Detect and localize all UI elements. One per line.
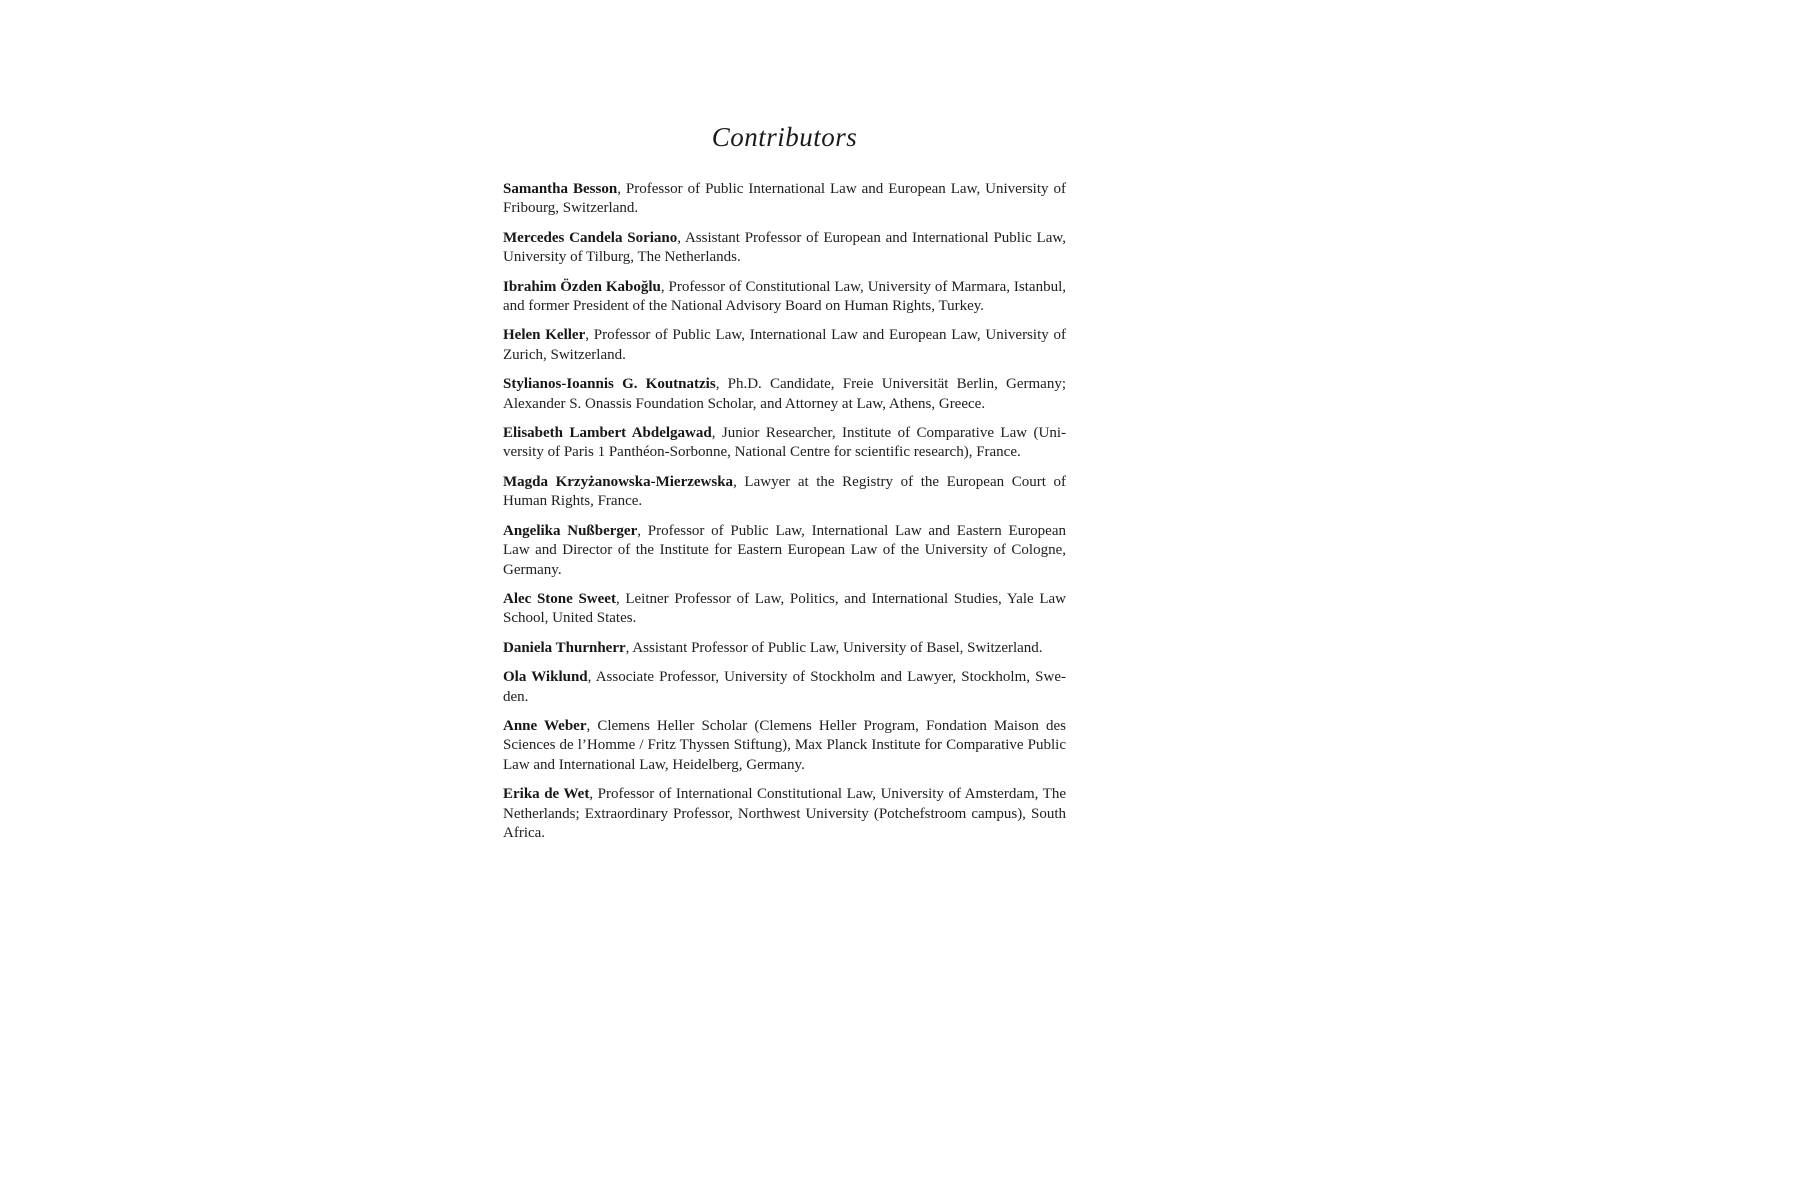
contributor-entry — [503, 668, 1066, 707]
contributor-entry — [503, 639, 1066, 658]
contributor-name: Elisabeth Lambert Abdelgawad — [503, 425, 712, 442]
contributor-list — [503, 180, 1066, 843]
contributor-description: , Clemens Heller Scholar (Clemens Heller Program, Fondation Maison des Sciences de l’Homme / Fritz Thyssen Stiftung), Max Planck Institute for Comparative Public Law and International Law, Heidelberg, Germany. — [503, 717, 1066, 773]
text-column — [503, 122, 1066, 843]
contributor-description: , Assistant Professor of European and International Public Law, University of Tilburg, The Netherlands. — [503, 229, 1066, 266]
contributor-description: , Professor of Public International Law and European Law, University of Fribourg, Switzerland. — [503, 181, 1066, 217]
contributor-description: , Professor of Public Law, International Law and European Law, University of Zurich, Switzerland. — [503, 327, 1066, 363]
contributor-description: , Ph.D. Candidate, Freie Universität Berlin, Germany; Alexander S. Onassis Foundation Scholar, and Attorney at Law, Athens, Greece. — [503, 376, 1067, 412]
contributor-name: Alec Stone Sweet — [503, 590, 616, 607]
contributor-description: , Lawyer at the Registry of the European Court of Human Rights, France. — [503, 473, 1066, 510]
contributor-entry — [503, 473, 1066, 512]
contributor-entry — [503, 375, 1066, 414]
contributor-entry — [503, 590, 1066, 629]
contributor-entry — [503, 424, 1066, 463]
contributor-name: Mercedes Candela Soriano — [503, 229, 678, 246]
contributor-description: , Junior Researcher, Institute of Comparative Law (University of Paris 1 Panthéon-Sorbonne, National Centre for scientific research), France. — [503, 425, 1066, 461]
contributor-name: Daniela Thurnherr — [503, 639, 626, 656]
contributor-name: Helen Keller — [503, 327, 586, 344]
contributor-description: , Professor of Constitutional Law, University of Marmara, Istanbul, and former President of the National Advisory Board on Human Rights, Turkey. — [503, 278, 1067, 315]
contributor-description: , Associate Professor, University of Stockholm and Lawyer, Stockholm, Sweden. — [503, 669, 1066, 705]
contributor-description: , Professor of International Constitutional Law, University of Amsterdam, The Netherlands; Extraordinary Professor, Northwest University (Potchefstroom campus), South Africa. — [503, 786, 1066, 841]
contributor-entry — [503, 522, 1066, 580]
contributor-entry — [503, 180, 1066, 219]
contributor-name: Angelika Nußberger — [503, 522, 638, 539]
contributor-entry — [503, 785, 1066, 843]
contributor-name: Ibrahim Özden Kaboğlu — [503, 278, 661, 295]
contributor-name: Ola Wiklund — [503, 669, 588, 686]
contributor-entry — [503, 717, 1066, 775]
contributor-name: Samantha Besson — [503, 181, 618, 197]
contributor-description: , Assistant Professor of Public Law, University of Basel, Switzerland. — [625, 639, 1043, 656]
contributor-name: Erika de Wet — [503, 786, 590, 803]
contributor-description: , Professor of Public Law, International Law and Eastern European Law and Director of the Institute for Eastern European Law of the University of Cologne, Germany. — [503, 522, 1066, 578]
contributor-name: Anne Weber — [503, 717, 587, 734]
contributor-name: Magda Krzyżanowska-Mierzewska — [503, 473, 734, 490]
contributor-name: Stylianos-Ioannis G. Koutnatzis — [503, 376, 716, 393]
contributor-entry — [503, 326, 1066, 365]
contributor-description: , Leitner Professor of Law, Politics, and International Studies, Yale Law School, United States. — [503, 590, 1066, 627]
contributor-entry — [503, 278, 1066, 317]
page-title: Contributors — [711, 122, 858, 152]
contributor-entry — [503, 229, 1066, 268]
